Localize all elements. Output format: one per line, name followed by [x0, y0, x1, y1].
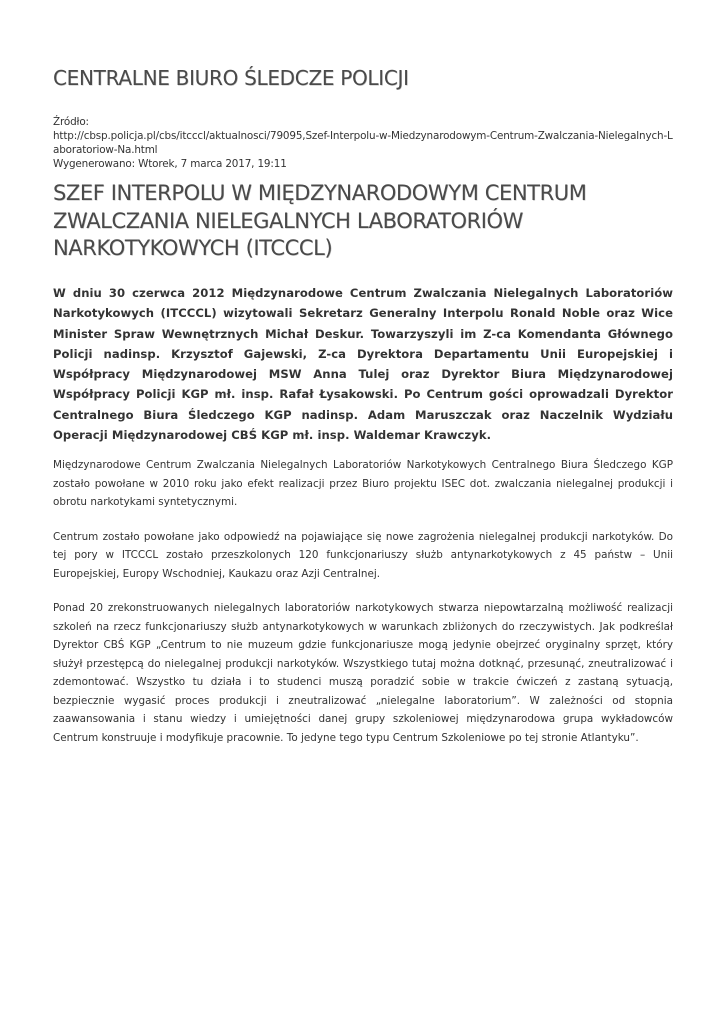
article-lead: W dniu 30 czerwca 2012 Międzynarodowe Centrum Zwalczania Nielegalnych Laboratoriów Narkotykowych (ITCCCL) wizytowali Sekretarz Generalny Interpolu Ronald Noble oraz Wice Minister Spraw Wewnętrznych Michał Deskur. Towarzyszyli im Z-ca Komendanta Głównego Policji nadinsp. Krzysztof Gajewski, Z-ca Dyrektora Departamentu Unii Europejskiej i Współpracy Międzynarodowej MSW Anna Tulej oraz Dyrektor Biura Międzynarodowej Współpracy Policji KGP mł. insp. Rafał Łysakowski. Po Centrum gości oprowadzali Dyrektor Centralnego Biura Śledczego KGP nadinsp. Adam Maruszczak oraz Naczelnik Wydziału Operacji Międzynarodowej CBŚ KGP mł. insp. Waldemar Krawczyk.: [53, 286, 673, 443]
site-title: CENTRALNE BIURO ŚLEDCZE POLICJI: [53, 66, 409, 90]
body-paragraph: Centrum zostało powołane jako odpowiedź na pojawiające się nowe zagrożenia nielegalnej produkcji narkotyków. Do tej pory w ITCCCL zostało przeszkolonych 120 funkcjonariuszy służb antynarkotykowych z 45 państw – Unii Europejskiej, Europy Wschodniej, Kaukazu oraz Azji Centralnej.: [53, 530, 673, 580]
source-meta: [53, 115, 673, 171]
source-label: Źródło:: [53, 116, 89, 128]
generated-timestamp: Wygenerowano: Wtorek, 7 marca 2017, 19:11: [53, 158, 287, 170]
body-paragraph: Międzynarodowe Centrum Zwalczania Nielegalnych Laboratoriów Narkotykowych Centralnego Biura Śledczego KGP zostało powołane w 2010 roku jako efekt realizacji przez Biuro projektu ISEC dot. zwalczania nielegalnej produkcji i obrotu narkotykami syntetycznymi.: [53, 459, 673, 508]
article-title: SZEF INTERPOLU W MIĘDZYNARODOWYM CENTRUM ZWALCZANIA NIELEGALNYCH LABORATORIÓW NARKOTYKOWYCH (ITCCCL): [53, 181, 587, 260]
source-url: http://cbsp.policja.pl/cbs/itcccl/aktualnosci/79095,Szef-Interpolu-w-Miedzynarodowym-Centrum-Zwalczania-Nielegalnych-Laboratoriow-Na.html: [53, 130, 673, 156]
article-body: [53, 456, 673, 763]
body-paragraph: Ponad 20 zrekonstruowanych nielegalnych laboratoriów narkotykowych stwarza niepowtarzalną możliwość realizacji szkoleń na rzecz funkcjonariuszy służb antynarkotykowych w warunkach zbliżonych do rzeczywistych. Jak podkreślał Dyrektor CBŚ KGP „Centrum to nie muzeum gdzie funkcjonariusze mogą jedynie obejrzeć oryginalny sprzęt, który służył przestępcą do nielegalnej produkcji narkotyków. Wszystkiego tutaj można dotknąć, przesunąć, zneutralizować i zdemontować. Wszystko tu działa i to studenci muszą poradzić sobie w trakcie ćwiczeń z zastaną sytuacją, bezpiecznie wygasić proces produkcji i zneutralizować „nielegalne laboratorium”. W zależności od stopnia zaawansowania i stanu wiedzy i umiejętności danej grupy szkoleniowej międzynarodowa grupa wykładowców Centrum konstruuje i modyfikuje pracownie. To jedyne tego typu Centrum Szkoleniowe po tej stronie Atlantyku”.: [53, 602, 673, 744]
